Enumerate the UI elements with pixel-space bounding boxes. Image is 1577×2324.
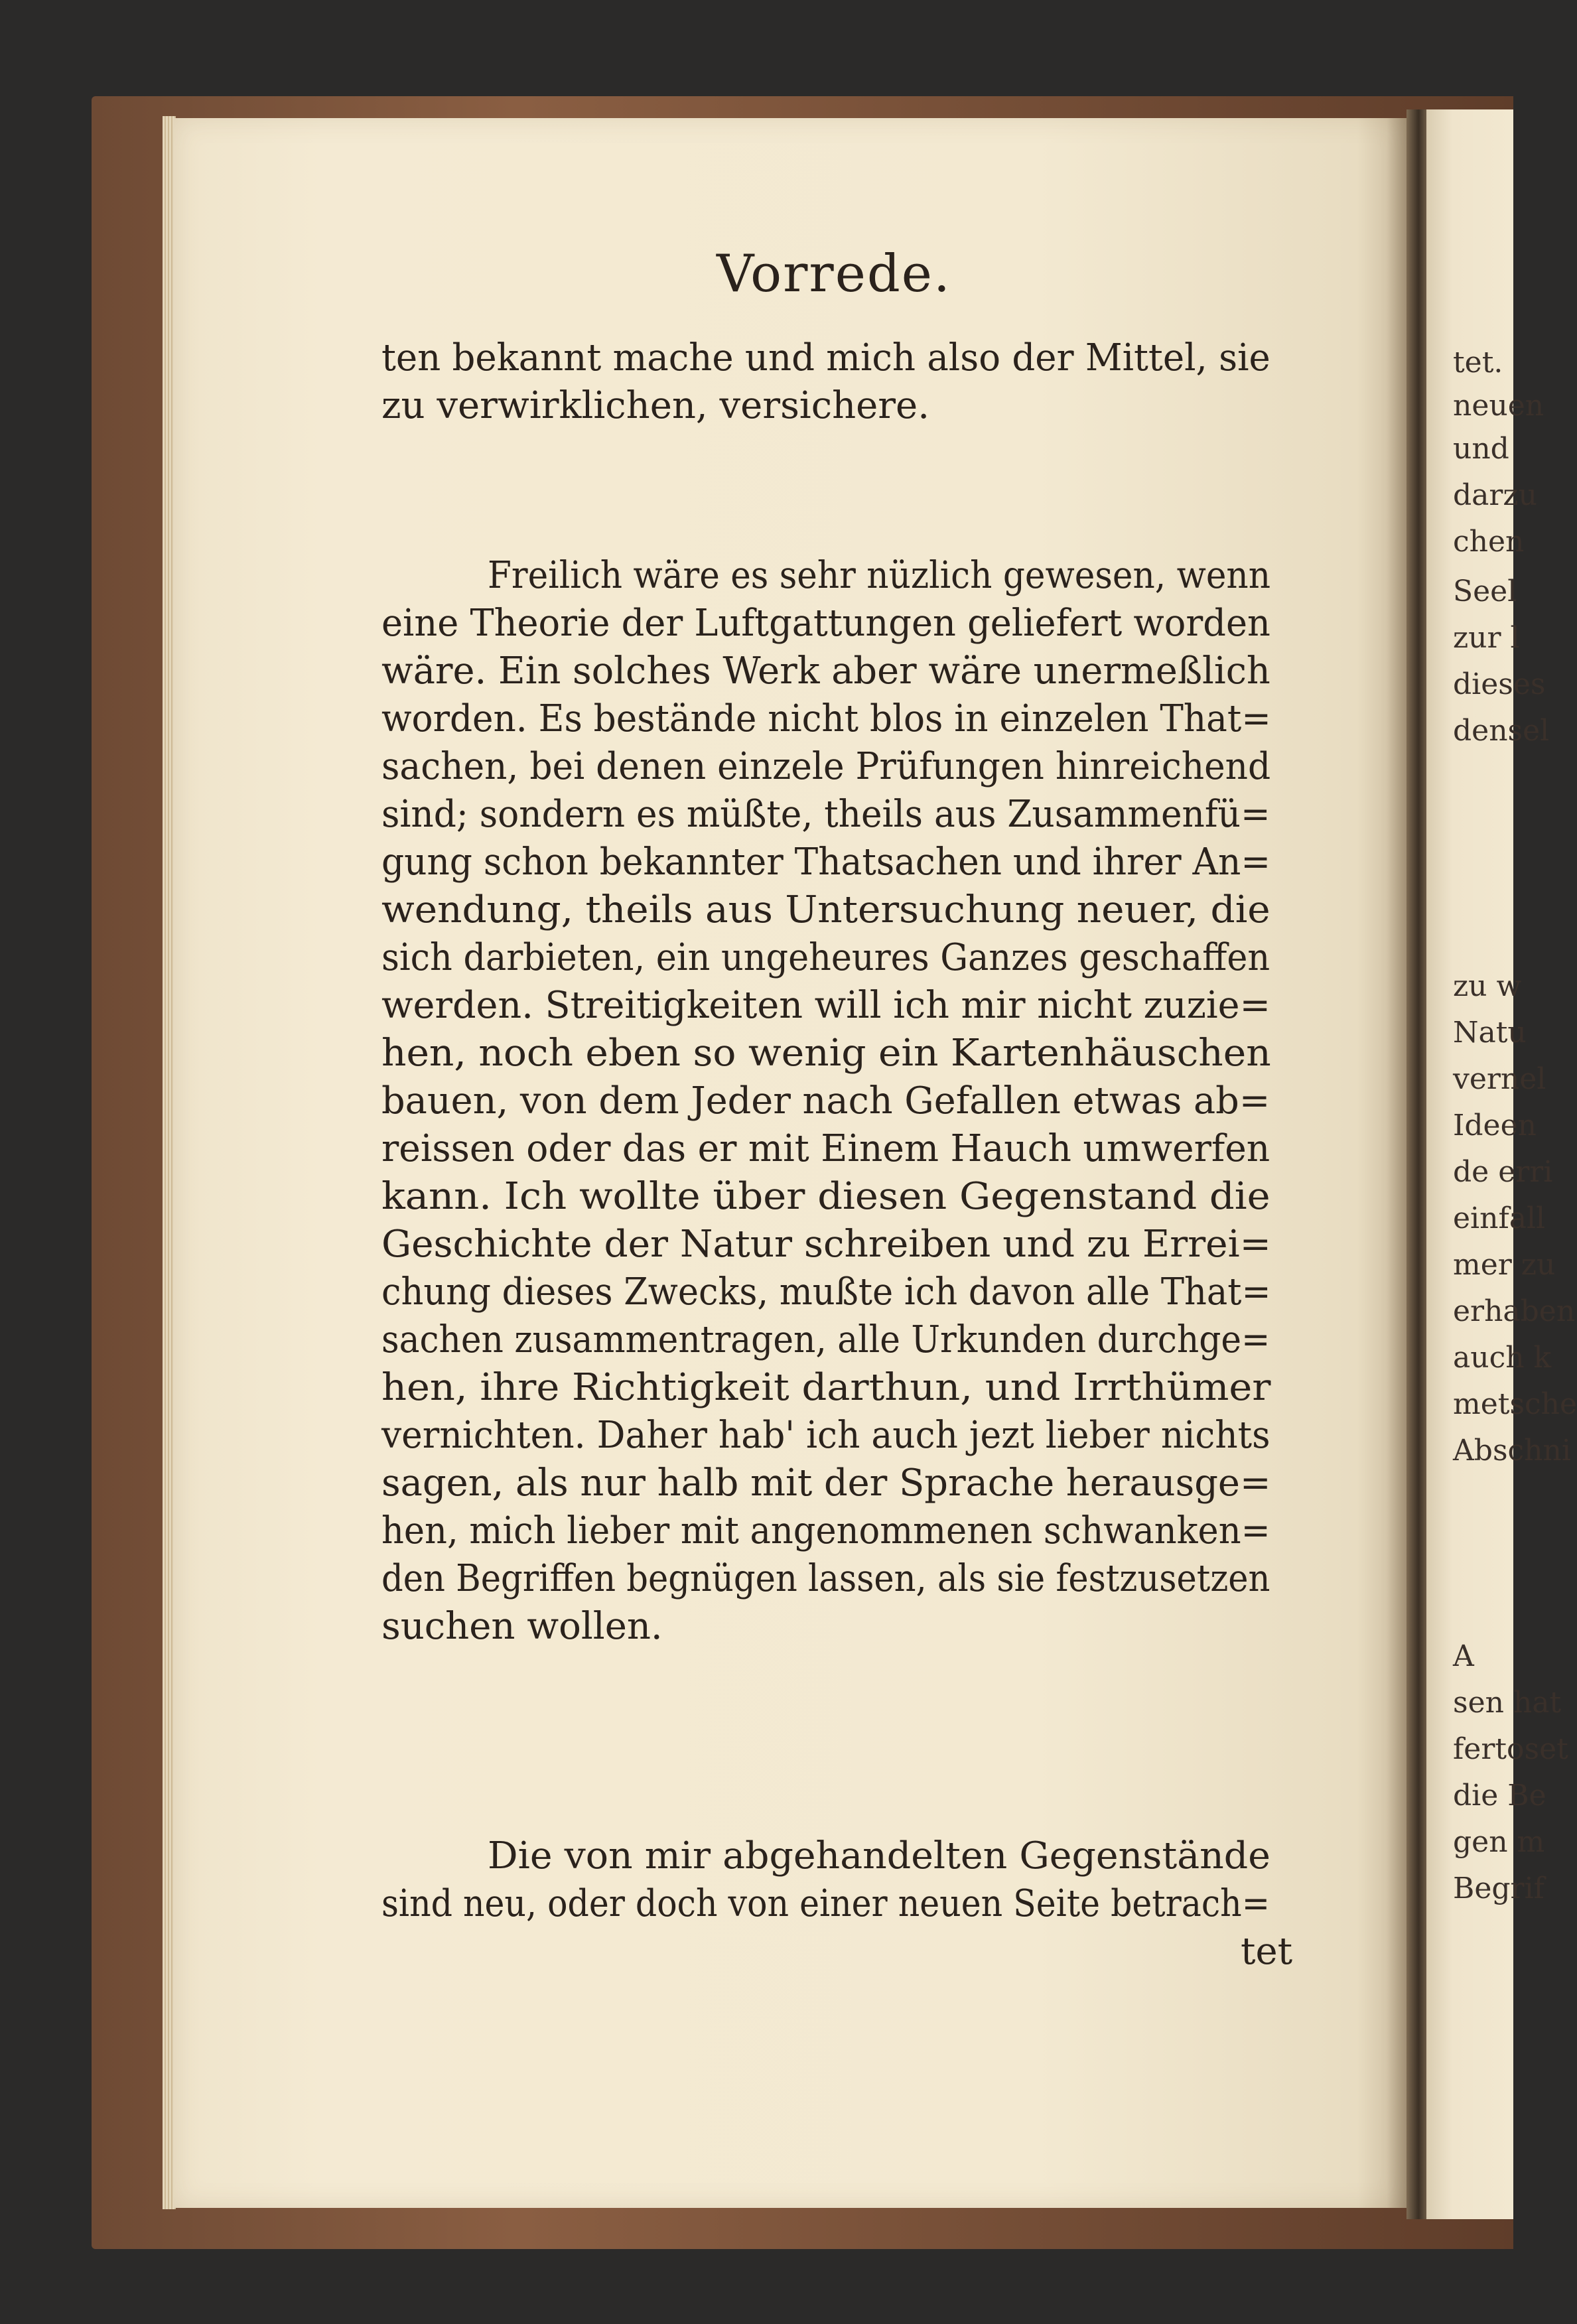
text-line: worden. Es bestände nicht blos in einzelen That= — [381, 697, 1271, 740]
text-line: hen, ihre Richtigkeit darthun, und Irrthümer — [381, 1366, 1271, 1409]
text-line: reissen oder das er mit Einem Hauch umwerfen — [381, 1127, 1270, 1170]
facing-page-fragment: auch k — [1453, 1341, 1552, 1375]
text-line: ten bekannt mache und mich also der Mittel, sie — [381, 336, 1270, 379]
catchword: tet — [1241, 1930, 1293, 1973]
text-line: sachen zusammentragen, alle Urkunden durchge= — [381, 1318, 1270, 1361]
text-line: den Begriffen begnügen lassen, als sie festzusetzen — [381, 1557, 1270, 1600]
text-line: wäre. Ein solches Werk aber wäre unermeßlich — [381, 649, 1270, 693]
facing-page-fragment: gen m — [1453, 1825, 1545, 1859]
text-line: kann. Ich wollte über diesen Gegenstand die — [381, 1175, 1270, 1218]
facing-page-fragment: A — [1453, 1639, 1474, 1673]
facing-page-fragment: vernel — [1453, 1062, 1546, 1096]
facing-page-fragment: einfall — [1453, 1201, 1546, 1235]
text-line: sind neu, oder doch von einer neuen Seite betrach= — [381, 1882, 1270, 1925]
facing-page-fragment: Abschni — [1453, 1434, 1571, 1468]
spine-shadow — [1387, 118, 1406, 2208]
facing-page-fragment: tet. — [1453, 346, 1503, 379]
text-line: Die von mir abgehandelten Gegenstände — [488, 1834, 1270, 1878]
text-line: sich darbieten, ein ungeheures Ganzes geschaffen — [381, 936, 1270, 979]
text-line: sind; sondern es müßte, theils aus Zusammenfü= — [381, 793, 1270, 836]
text-line: werden. Streitigkeiten will ich mir nicht zuzie= — [381, 984, 1271, 1027]
text-line: hen, noch eben so wenig ein Kartenhäuschen — [381, 1032, 1271, 1075]
text-line: Geschichte der Natur schreiben und zu Errei= — [381, 1223, 1271, 1266]
facing-page-fragment: Ideen — [1453, 1109, 1537, 1142]
facing-page-fragment: de erri — [1453, 1155, 1553, 1189]
facing-page-fragment: zur l — [1453, 621, 1520, 655]
facing-page-fragment: zu w — [1453, 969, 1522, 1003]
facing-page-fragment: Begrif — [1453, 1872, 1544, 1905]
text-line: sagen, als nur halb mit der Sprache herausge= — [381, 1462, 1271, 1505]
facing-page-fragment: dieses — [1453, 667, 1546, 701]
text-line: Freilich wäre es sehr nüzlich gewesen, wenn — [488, 554, 1271, 597]
text-line: wendung, theils aus Untersuchung neuer, die — [381, 888, 1270, 931]
facing-page-fragment: chen — [1453, 525, 1525, 559]
text-line: eine Theorie der Luftgattungen geliefert worden — [381, 602, 1270, 645]
text-line: suchen wollen. — [381, 1605, 663, 1648]
text-line: zu verwirklichen, versichere. — [381, 384, 929, 427]
facing-page-fragment: Seel — [1453, 575, 1517, 608]
facing-page-fragment: und — [1453, 432, 1509, 466]
facing-page — [1426, 109, 1577, 2219]
page-header: Vorrede. — [717, 244, 951, 304]
facing-page-fragment: fertoset — [1453, 1732, 1568, 1766]
facing-page-fragment: neuen — [1453, 389, 1544, 423]
facing-page-fragment: metsche — [1453, 1387, 1577, 1421]
facing-page-fragment: die Be — [1453, 1779, 1546, 1812]
facing-page-fragment: erhaben — [1453, 1294, 1576, 1328]
facing-page-fragment: Natu — [1453, 1016, 1527, 1050]
facing-page-fragment: darzu — [1453, 478, 1537, 512]
book-gutter — [1406, 109, 1426, 2219]
text-line: hen, mich lieber mit angenommenen schwanken= — [381, 1509, 1270, 1552]
text-line: chung dieses Zwecks, mußte ich davon alle That= — [381, 1270, 1271, 1314]
text-line: bauen, von dem Jeder nach Gefallen etwas ab= — [381, 1079, 1270, 1123]
facing-page-fragment: mer zu — [1453, 1248, 1556, 1282]
text-line: vernichten. Daher hab' ich auch jezt lieber nichts — [381, 1414, 1270, 1457]
text-line: sachen, bei denen einzele Prüfungen hinreichend — [381, 745, 1271, 788]
facing-page-fragment: densel — [1453, 714, 1550, 748]
text-line: gung schon bekannter Thatsachen und ihrer An= — [381, 841, 1271, 884]
facing-page-fragment: sen hat — [1453, 1686, 1562, 1720]
